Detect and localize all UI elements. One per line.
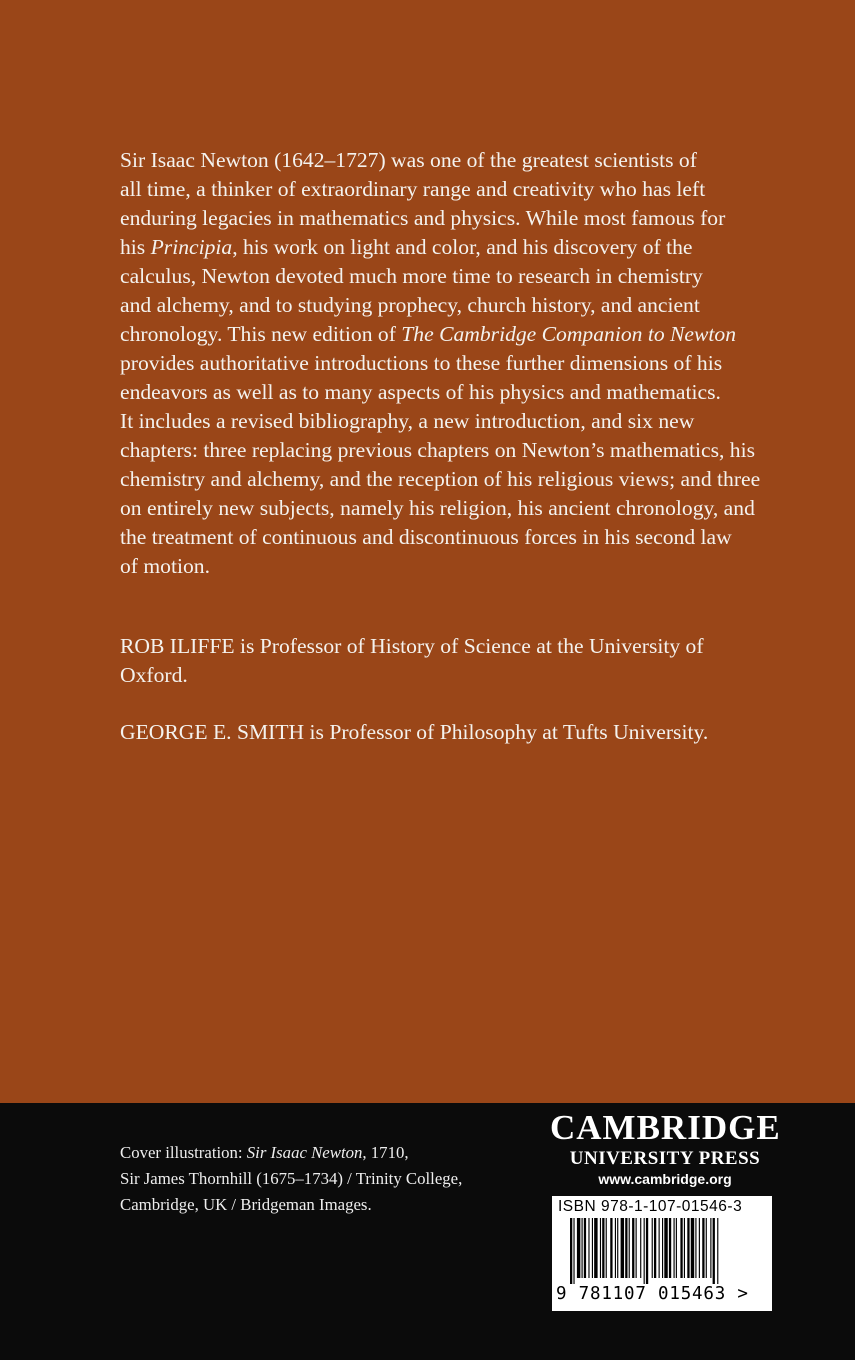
barcode-bar xyxy=(594,1218,597,1278)
description-line: calculus, Newton devoted much more time to research in chemistry xyxy=(120,264,703,288)
barcode-bar xyxy=(615,1218,616,1278)
description-text: , his work on light and color, and his discovery of the xyxy=(232,235,693,259)
barcode-bar xyxy=(629,1218,630,1278)
barcode-bars xyxy=(556,1218,768,1284)
barcode-bar xyxy=(644,1218,645,1284)
barcode-bar xyxy=(640,1218,641,1278)
barcode-bar xyxy=(617,1218,618,1278)
credit-text: , 1710, xyxy=(362,1143,409,1162)
description-line: of motion. xyxy=(120,554,210,578)
barcode-bar xyxy=(652,1218,653,1278)
barcode-bar xyxy=(654,1218,656,1278)
description-line: and alchemy, and to studying prophecy, church history, and ancient xyxy=(120,293,700,317)
description-line: provides authoritative introductions to these further dimensions of his xyxy=(120,351,723,375)
publisher-url: www.cambridge.org xyxy=(598,1171,732,1187)
barcode-bar xyxy=(636,1218,637,1278)
description-line: It includes a revised bibliography, a new introduction, and six new xyxy=(120,409,695,433)
barcode-bar xyxy=(646,1218,648,1284)
barcode-bar xyxy=(606,1218,607,1278)
description-line: all time, a thinker of extraordinary range and creativity who has left xyxy=(120,177,706,201)
book-description xyxy=(120,146,788,581)
barcode-bar xyxy=(570,1218,572,1284)
cover-illustration-credit xyxy=(120,1140,500,1218)
bio-line: GEORGE E. SMITH is Professor of Philosophy at Tufts University. xyxy=(120,720,709,744)
barcode-bar xyxy=(577,1218,580,1278)
description-line: the treatment of continuous and discontinuous forces in his second law xyxy=(120,525,732,549)
barcode-bar xyxy=(702,1218,704,1278)
description-text: chronology. This new edition of xyxy=(120,322,402,346)
credit-line: Cambridge, UK / Bridgeman Images. xyxy=(120,1195,372,1214)
barcode-bar xyxy=(573,1218,574,1284)
barcode-bar xyxy=(625,1218,627,1278)
barcode-bar xyxy=(699,1218,700,1278)
description-line: Sir Isaac Newton (1642–1727) was one of the greatest scientists of xyxy=(120,148,697,172)
publisher-logo xyxy=(550,1108,780,1188)
barcode-bar xyxy=(621,1218,624,1278)
barcode-bar xyxy=(662,1218,663,1278)
barcode-bar xyxy=(687,1218,689,1278)
description-text: his xyxy=(120,235,151,259)
credit-line: Sir James Thornhill (1675–1734) / Trinity College, xyxy=(120,1169,463,1188)
editor-bio-smith xyxy=(120,718,800,747)
companion-title: The Cambridge Companion to Newton xyxy=(401,322,736,346)
barcode-bar xyxy=(710,1218,711,1278)
principia-title: Principia xyxy=(150,235,233,259)
barcode-bar xyxy=(632,1218,634,1278)
barcode-bar xyxy=(676,1218,677,1278)
isbn-barcode xyxy=(552,1196,772,1311)
barcode-bar xyxy=(717,1218,718,1284)
barcode-bar xyxy=(713,1218,715,1284)
description-line: enduring legacies in mathematics and physics. While most famous for xyxy=(120,206,726,230)
description-line: on entirely new subjects, namely his religion, his ancient chronology, and xyxy=(120,496,755,520)
barcode-bar xyxy=(691,1218,694,1278)
description-line xyxy=(120,233,788,262)
barcode-bar xyxy=(610,1218,612,1278)
barcode-bar xyxy=(582,1218,583,1278)
editor-bio-iliffe xyxy=(120,632,800,690)
bio-line: ROB ILIFFE is Professor of History of Science at the University of xyxy=(120,634,704,658)
isbn-label: ISBN 978-1-107-01546-3 xyxy=(558,1198,743,1215)
barcode-bar xyxy=(674,1218,675,1278)
barcode-bar xyxy=(588,1218,589,1278)
painting-title: Sir Isaac Newton xyxy=(246,1143,363,1162)
publisher-name: CAMBRIDGE xyxy=(550,1108,781,1147)
barcode-bar xyxy=(602,1218,604,1278)
barcode-bar xyxy=(664,1218,667,1278)
description-line: endeavors as well as to many aspects of his physics and mathematics. xyxy=(120,380,721,404)
barcode-bar xyxy=(695,1218,696,1278)
barcode-bar xyxy=(659,1218,660,1278)
description-line: chapters: three replacing previous chapters on Newton’s mathematics, his xyxy=(120,438,756,462)
description-line: chemistry and alchemy, and the reception of his religious views; and three xyxy=(120,467,761,491)
barcode-bar xyxy=(600,1218,601,1278)
credit-line xyxy=(120,1140,500,1166)
description-line xyxy=(120,320,788,349)
bio-line: Oxford. xyxy=(120,663,188,687)
barcode-bar xyxy=(669,1218,671,1278)
publisher-subname: UNIVERSITY PRESS xyxy=(569,1148,761,1169)
barcode-bar xyxy=(684,1218,685,1278)
credit-text: Cover illustration: xyxy=(120,1143,247,1162)
barcode-bar xyxy=(592,1218,593,1278)
barcode-bar xyxy=(680,1218,682,1278)
barcode-bar xyxy=(706,1218,707,1278)
barcode-bar xyxy=(584,1218,586,1278)
barcode-digits: 9 781107 015463 > xyxy=(556,1284,749,1304)
